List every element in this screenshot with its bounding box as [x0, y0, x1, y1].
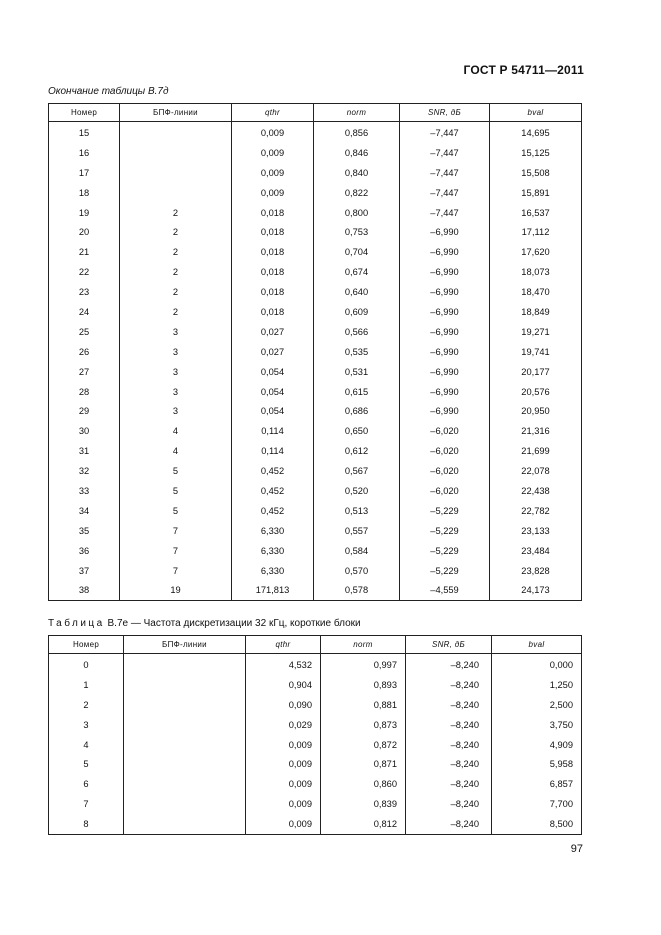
column-header-qthr: qthr — [246, 636, 321, 654]
column-header-number: Номер — [49, 636, 124, 654]
cell-qthr: 0,009 — [232, 143, 314, 163]
cell-qthr: 0,027 — [232, 322, 314, 342]
cell-norm: 0,570 — [314, 561, 400, 581]
table-row — [49, 302, 582, 322]
cell-qthr: 0,114 — [232, 441, 314, 461]
cell-fft-lines — [120, 163, 232, 183]
cell-fft-lines: 4 — [120, 421, 232, 441]
table-row — [49, 654, 582, 675]
cell-number: 33 — [49, 481, 120, 501]
cell-qthr: 0,054 — [232, 362, 314, 382]
cell-fft-lines: 5 — [120, 481, 232, 501]
cell-bval: 24,173 — [490, 580, 582, 600]
cell-norm: 0,997 — [321, 654, 406, 675]
cell-snr: –5,229 — [400, 561, 490, 581]
cell-norm: 0,704 — [314, 242, 400, 262]
cell-qthr: 0,018 — [232, 222, 314, 242]
cell-snr: –8,240 — [406, 715, 492, 735]
table1 — [48, 103, 582, 601]
cell-number: 36 — [49, 541, 120, 561]
cell-norm: 0,650 — [314, 421, 400, 441]
cell-fft-lines: 2 — [120, 262, 232, 282]
cell-number: 34 — [49, 501, 120, 521]
cell-qthr: 0,452 — [232, 461, 314, 481]
cell-fft-lines — [124, 754, 246, 774]
cell-bval: 18,849 — [490, 302, 582, 322]
cell-fft-lines: 7 — [120, 541, 232, 561]
cell-norm: 0,584 — [314, 541, 400, 561]
cell-norm: 0,846 — [314, 143, 400, 163]
cell-bval: 8,500 — [492, 814, 582, 834]
table-row — [49, 735, 582, 755]
cell-snr: –6,990 — [400, 242, 490, 262]
cell-bval: 20,576 — [490, 382, 582, 402]
cell-qthr: 0,027 — [232, 342, 314, 362]
cell-bval: 22,078 — [490, 461, 582, 481]
table-row — [49, 481, 582, 501]
table2-caption-text: В.7е — Частота дискретизации 32 кГц, короткие блоки — [104, 618, 361, 629]
column-header-bval: bval — [490, 104, 582, 122]
table-row — [49, 580, 582, 600]
column-header-snr: SNR, дБ — [406, 636, 492, 654]
cell-number: 30 — [49, 421, 120, 441]
cell-qthr: 0,009 — [232, 183, 314, 203]
cell-norm: 0,881 — [321, 695, 406, 715]
cell-bval: 18,470 — [490, 282, 582, 302]
cell-qthr: 0,018 — [232, 242, 314, 262]
column-header-snr: SNR, дБ — [400, 104, 490, 122]
cell-snr: –6,990 — [400, 262, 490, 282]
cell-fft-lines — [124, 735, 246, 755]
cell-qthr: 0,018 — [232, 262, 314, 282]
cell-norm: 0,839 — [321, 794, 406, 814]
table-row — [49, 541, 582, 561]
cell-fft-lines — [124, 794, 246, 814]
cell-norm: 0,567 — [314, 461, 400, 481]
cell-snr: –8,240 — [406, 794, 492, 814]
cell-snr: –7,447 — [400, 183, 490, 203]
cell-bval: 17,112 — [490, 222, 582, 242]
cell-bval: 7,700 — [492, 794, 582, 814]
cell-number: 16 — [49, 143, 120, 163]
cell-bval: 14,695 — [490, 122, 582, 143]
cell-snr: –5,229 — [400, 521, 490, 541]
cell-fft-lines — [124, 654, 246, 675]
cell-bval: 21,699 — [490, 441, 582, 461]
cell-fft-lines — [124, 675, 246, 695]
cell-number: 18 — [49, 183, 120, 203]
table-row — [49, 183, 582, 203]
cell-number: 19 — [49, 203, 120, 223]
cell-fft-lines: 3 — [120, 342, 232, 362]
cell-bval: 3,750 — [492, 715, 582, 735]
cell-norm: 0,893 — [321, 675, 406, 695]
table-row — [49, 122, 582, 143]
cell-snr: –4,559 — [400, 580, 490, 600]
cell-fft-lines: 2 — [120, 302, 232, 322]
cell-fft-lines: 2 — [120, 242, 232, 262]
cell-norm: 0,860 — [321, 774, 406, 794]
cell-snr: –6,990 — [400, 322, 490, 342]
cell-number: 29 — [49, 401, 120, 421]
cell-snr: –6,990 — [400, 222, 490, 242]
cell-qthr: 0,009 — [246, 774, 321, 794]
cell-fft-lines — [124, 715, 246, 735]
cell-snr: –8,240 — [406, 654, 492, 675]
cell-number: 21 — [49, 242, 120, 262]
page-number: 97 — [570, 843, 583, 855]
table1-body — [49, 122, 582, 601]
cell-fft-lines — [120, 183, 232, 203]
cell-fft-lines: 2 — [120, 203, 232, 223]
cell-bval: 20,950 — [490, 401, 582, 421]
cell-number: 1 — [49, 675, 124, 695]
cell-fft-lines: 3 — [120, 382, 232, 402]
cell-qthr: 0,452 — [232, 481, 314, 501]
cell-qthr: 0,009 — [232, 163, 314, 183]
cell-fft-lines: 7 — [120, 521, 232, 541]
cell-qthr: 0,452 — [232, 501, 314, 521]
cell-fft-lines: 19 — [120, 580, 232, 600]
table2 — [48, 635, 582, 835]
column-header-bval: bval — [492, 636, 582, 654]
cell-snr: –6,020 — [400, 441, 490, 461]
cell-bval: 20,177 — [490, 362, 582, 382]
cell-number: 22 — [49, 262, 120, 282]
cell-fft-lines: 2 — [120, 222, 232, 242]
cell-norm: 0,609 — [314, 302, 400, 322]
cell-snr: –6,990 — [400, 302, 490, 322]
table-row — [49, 501, 582, 521]
cell-qthr: 0,018 — [232, 203, 314, 223]
cell-number: 23 — [49, 282, 120, 302]
cell-bval: 22,782 — [490, 501, 582, 521]
cell-bval: 16,537 — [490, 203, 582, 223]
cell-qthr: 0,009 — [246, 754, 321, 774]
cell-qthr: 0,009 — [246, 735, 321, 755]
cell-snr: –8,240 — [406, 754, 492, 774]
column-header-norm: norm — [321, 636, 406, 654]
cell-number: 26 — [49, 342, 120, 362]
cell-qthr: 0,029 — [246, 715, 321, 735]
cell-qthr: 0,018 — [232, 302, 314, 322]
cell-fft-lines: 3 — [120, 322, 232, 342]
cell-norm: 0,640 — [314, 282, 400, 302]
cell-qthr: 4,532 — [246, 654, 321, 675]
cell-number: 17 — [49, 163, 120, 183]
column-header-qthr: qthr — [232, 104, 314, 122]
cell-number: 28 — [49, 382, 120, 402]
table-row — [49, 754, 582, 774]
cell-number: 38 — [49, 580, 120, 600]
cell-fft-lines: 3 — [120, 401, 232, 421]
table2-caption — [48, 618, 361, 629]
table-row — [49, 322, 582, 342]
table1-header-row — [49, 104, 582, 122]
table1-caption: Окончание таблицы В.7д — [48, 86, 169, 97]
cell-bval: 23,133 — [490, 521, 582, 541]
cell-bval: 1,250 — [492, 675, 582, 695]
table-row — [49, 461, 582, 481]
table-row — [49, 282, 582, 302]
cell-snr: –6,020 — [400, 461, 490, 481]
table-row — [49, 163, 582, 183]
cell-fft-lines: 5 — [120, 501, 232, 521]
cell-fft-lines — [124, 814, 246, 834]
cell-norm: 0,822 — [314, 183, 400, 203]
table-row — [49, 441, 582, 461]
table-row — [49, 242, 582, 262]
cell-bval: 19,271 — [490, 322, 582, 342]
table2-body — [49, 654, 582, 835]
cell-bval: 15,125 — [490, 143, 582, 163]
cell-qthr: 0,054 — [232, 401, 314, 421]
table-row — [49, 695, 582, 715]
cell-bval: 5,958 — [492, 754, 582, 774]
cell-number: 37 — [49, 561, 120, 581]
cell-bval: 2,500 — [492, 695, 582, 715]
cell-norm: 0,871 — [321, 754, 406, 774]
cell-qthr: 171,813 — [232, 580, 314, 600]
cell-snr: –6,990 — [400, 282, 490, 302]
cell-bval: 23,828 — [490, 561, 582, 581]
table-row — [49, 222, 582, 242]
cell-number: 35 — [49, 521, 120, 541]
cell-snr: –8,240 — [406, 774, 492, 794]
cell-qthr: 0,054 — [232, 382, 314, 402]
cell-norm: 0,753 — [314, 222, 400, 242]
cell-bval: 23,484 — [490, 541, 582, 561]
cell-number: 31 — [49, 441, 120, 461]
table-row — [49, 561, 582, 581]
cell-fft-lines — [120, 122, 232, 143]
cell-fft-lines — [120, 143, 232, 163]
cell-fft-lines — [124, 695, 246, 715]
cell-norm: 0,840 — [314, 163, 400, 183]
cell-bval: 18,073 — [490, 262, 582, 282]
cell-fft-lines: 3 — [120, 362, 232, 382]
table2-caption-label: Таблица — [48, 618, 105, 629]
column-header-norm: norm — [314, 104, 400, 122]
table-row — [49, 421, 582, 441]
cell-number: 5 — [49, 754, 124, 774]
cell-snr: –6,020 — [400, 481, 490, 501]
cell-norm: 0,812 — [321, 814, 406, 834]
cell-snr: –6,990 — [400, 342, 490, 362]
cell-snr: –6,990 — [400, 382, 490, 402]
cell-norm: 0,872 — [321, 735, 406, 755]
cell-bval: 15,891 — [490, 183, 582, 203]
table-row — [49, 382, 582, 402]
cell-snr: –5,229 — [400, 541, 490, 561]
cell-snr: –7,447 — [400, 122, 490, 143]
cell-fft-lines: 5 — [120, 461, 232, 481]
cell-qthr: 0,114 — [232, 421, 314, 441]
column-header-fft-lines: БПФ-линии — [120, 104, 232, 122]
table-row — [49, 814, 582, 834]
cell-qthr: 0,090 — [246, 695, 321, 715]
table-row — [49, 521, 582, 541]
cell-norm: 0,873 — [321, 715, 406, 735]
cell-bval: 19,741 — [490, 342, 582, 362]
cell-norm: 0,578 — [314, 580, 400, 600]
cell-snr: –7,447 — [400, 203, 490, 223]
cell-snr: –6,020 — [400, 421, 490, 441]
table2-header-row — [49, 636, 582, 654]
table-row — [49, 715, 582, 735]
cell-bval: 15,508 — [490, 163, 582, 183]
column-header-number: Номер — [49, 104, 120, 122]
cell-bval: 0,000 — [492, 654, 582, 675]
cell-number: 32 — [49, 461, 120, 481]
cell-qthr: 6,330 — [232, 561, 314, 581]
cell-number: 15 — [49, 122, 120, 143]
cell-qthr: 0,009 — [246, 794, 321, 814]
cell-norm: 0,686 — [314, 401, 400, 421]
cell-qthr: 0,009 — [246, 814, 321, 834]
table-row — [49, 143, 582, 163]
cell-norm: 0,612 — [314, 441, 400, 461]
cell-snr: –7,447 — [400, 163, 490, 183]
table-row — [49, 794, 582, 814]
cell-snr: –7,447 — [400, 143, 490, 163]
cell-bval: 21,316 — [490, 421, 582, 441]
table-row — [49, 262, 582, 282]
cell-norm: 0,800 — [314, 203, 400, 223]
cell-norm: 0,513 — [314, 501, 400, 521]
cell-number: 0 — [49, 654, 124, 675]
cell-number: 25 — [49, 322, 120, 342]
cell-snr: –8,240 — [406, 675, 492, 695]
table-row — [49, 203, 582, 223]
cell-qthr: 6,330 — [232, 521, 314, 541]
cell-bval: 4,909 — [492, 735, 582, 755]
cell-qthr: 0,904 — [246, 675, 321, 695]
cell-number: 27 — [49, 362, 120, 382]
cell-number: 3 — [49, 715, 124, 735]
cell-norm: 0,557 — [314, 521, 400, 541]
cell-norm: 0,535 — [314, 342, 400, 362]
cell-norm: 0,520 — [314, 481, 400, 501]
cell-number: 7 — [49, 794, 124, 814]
cell-qthr: 6,330 — [232, 541, 314, 561]
cell-qthr: 0,018 — [232, 282, 314, 302]
cell-bval: 17,620 — [490, 242, 582, 262]
cell-number: 2 — [49, 695, 124, 715]
cell-number: 4 — [49, 735, 124, 755]
cell-norm: 0,674 — [314, 262, 400, 282]
cell-norm: 0,856 — [314, 122, 400, 143]
table-row — [49, 401, 582, 421]
document-code: ГОСТ Р 54711—2011 — [463, 63, 584, 77]
table-row — [49, 675, 582, 695]
table-row — [49, 342, 582, 362]
cell-fft-lines — [124, 774, 246, 794]
cell-snr: –8,240 — [406, 735, 492, 755]
cell-fft-lines: 4 — [120, 441, 232, 461]
cell-snr: –8,240 — [406, 814, 492, 834]
cell-norm: 0,615 — [314, 382, 400, 402]
cell-number: 20 — [49, 222, 120, 242]
table-row — [49, 362, 582, 382]
cell-number: 6 — [49, 774, 124, 794]
cell-number: 8 — [49, 814, 124, 834]
cell-norm: 0,566 — [314, 322, 400, 342]
cell-bval: 6,857 — [492, 774, 582, 794]
cell-snr: –6,990 — [400, 401, 490, 421]
cell-snr: –5,229 — [400, 501, 490, 521]
table-row — [49, 774, 582, 794]
column-header-fft-lines: БПФ-линии — [124, 636, 246, 654]
cell-number: 24 — [49, 302, 120, 322]
cell-snr: –6,990 — [400, 362, 490, 382]
cell-norm: 0,531 — [314, 362, 400, 382]
cell-fft-lines: 2 — [120, 282, 232, 302]
cell-bval: 22,438 — [490, 481, 582, 501]
cell-qthr: 0,009 — [232, 122, 314, 143]
cell-fft-lines: 7 — [120, 561, 232, 581]
cell-snr: –8,240 — [406, 695, 492, 715]
